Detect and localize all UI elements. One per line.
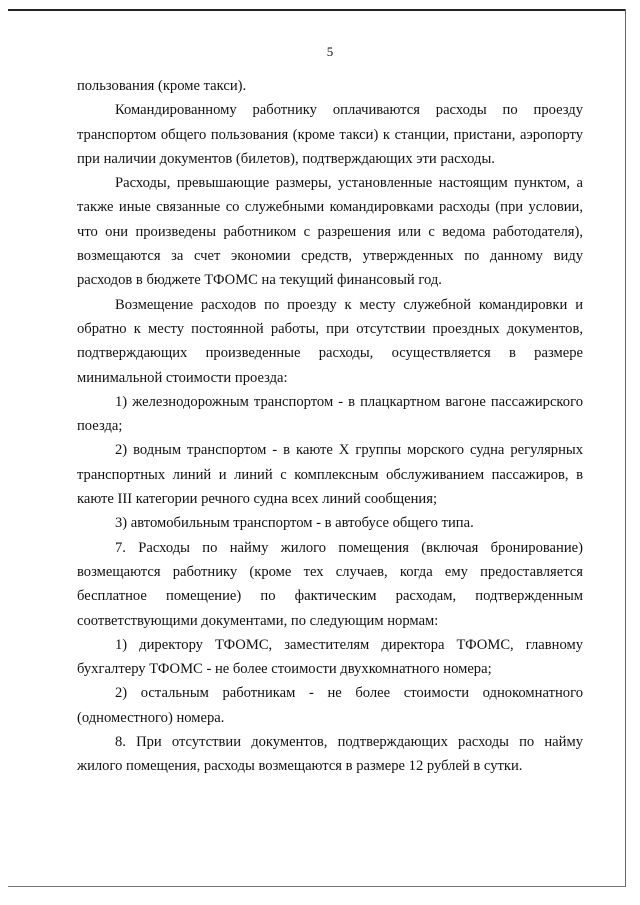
paragraph-travel-reimbursement: Возмещение расходов по проезду к месту служебной командировки и обратно к месту постоянной работы, при отсутствии проездных документов, подтверждающих произведенные расходы, осуществляется в размере минимальной стоимости проезда: — [77, 296, 583, 386]
scan-border-bottom — [8, 886, 626, 887]
paragraph-section-8: 8. При отсутствии документов, подтверждающих расходы по найму жилого помещения, расходы возмещаются в размере 12 рублей в сутки. — [77, 734, 583, 775]
paragraph-public-transport: Командированному работнику оплачиваются расходы по проезду транспортом общего пользования (кроме такси) к станции, пристани, аэропорту при наличии документов (билетов), подтверждающих эти расходы. — [77, 102, 583, 167]
page-number: 5 — [326, 44, 334, 59]
list-item-director: 1) директору ТФОМС, заместителям директора ТФОМС, главному бухгалтеру ТФОМС - не более стоимости двухкомнатного номера; — [77, 636, 583, 678]
scan-border-top — [8, 9, 626, 11]
list-item-water: 2) водным транспортом - в каюте X группы морского судна регулярных транспортных линий и линий с комплексным обслуживанием пассажиров, в каюте III категории речного судна всех линий сообщения; — [77, 442, 583, 508]
paragraph-excess-expenses: Расходы, превышающие размеры, установленные настоящим пунктом, а также иные связанные со служебными командировками расходы (при условии, что они произведены работником с разрешения или с ведома работодателя), возмещаются за счет экономии средств, утвержденных по данному виду расходов в бюджете ТФОМС на текущий финансовый год. — [77, 175, 583, 289]
paragraph-section-7: 7. Расходы по найму жилого помещения (включая бронирование) возмещаются работнику (кроме тех случаев, когда ему предоставляется бесплатное помещение) по фактическим расходам, подтвержденным соответствующими документами, по следующим нормам: — [77, 539, 583, 629]
paragraph-continuation: пользования (кроме такси). — [77, 78, 247, 94]
document-body — [77, 74, 583, 779]
list-item-automobile: 3) автомобильным транспортом - в автобусе общего типа. — [115, 515, 474, 532]
scan-border-right — [625, 9, 626, 887]
list-item-railway: 1) железнодорожным транспортом - в плацкартном вагоне пассажирского поезда; — [77, 393, 583, 435]
list-item-other-employees: 2) остальным работникам - не более стоимости однокомнатного (одноместного) номера. — [77, 685, 583, 726]
